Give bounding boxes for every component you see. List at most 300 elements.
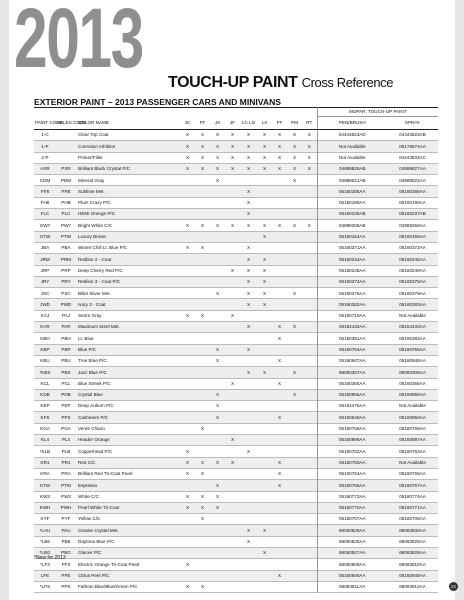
model-availability-cell	[302, 186, 317, 197]
paint-cross-reference-table	[34, 107, 438, 593]
color-name-cell: True Blue P/C	[78, 358, 107, 364]
table-row	[34, 525, 438, 536]
pen-brush-part-cell: 05160947AA	[338, 358, 366, 364]
model-availability-cell	[180, 276, 195, 287]
table-row	[34, 446, 438, 457]
spray-part-cell: 68093826AA	[399, 539, 426, 545]
table-row	[34, 141, 438, 152]
paint-table-container	[34, 107, 438, 593]
model-availability-cell	[287, 480, 302, 491]
model-availability-cell: X	[292, 154, 297, 160]
model-availability-cell	[287, 231, 302, 242]
paint-code-cell: FLC	[40, 211, 50, 217]
model-availability-cell: X	[292, 290, 297, 296]
model-availability-cell: X	[200, 143, 205, 149]
model-availability-cell	[272, 423, 287, 434]
sales-code-cell: PAR	[61, 324, 71, 330]
model-availability-cell	[257, 491, 272, 502]
model-availability-cell: X	[262, 550, 267, 556]
model-availability-cell: X	[292, 166, 297, 172]
color-name-cell: Red C/C	[78, 459, 96, 465]
model-availability-cell	[257, 435, 272, 446]
table-row	[34, 355, 438, 366]
table-row	[34, 209, 438, 220]
color-name-cell: Brilliant Red Tri-Coat Pearl	[78, 471, 133, 477]
model-availability-cell	[272, 547, 287, 558]
model-availability-cell	[272, 310, 287, 321]
spray-part-cell: 05160190AA	[399, 200, 426, 206]
column-header-model: FF	[272, 117, 287, 130]
pen-brush-part-cell: 68093829AA	[338, 527, 366, 533]
column-header-model: LX	[257, 117, 272, 130]
paint-code-cell: KCL	[40, 380, 50, 386]
model-availability-cell	[287, 468, 302, 479]
spray-part-cell: 05160383AA	[399, 301, 426, 307]
spray-part-cell: Not Available	[399, 403, 426, 409]
model-availability-cell: X	[246, 448, 251, 454]
model-availability-cell	[180, 197, 195, 208]
model-availability-cell	[272, 401, 287, 412]
paint-code-cell: KWH	[39, 505, 51, 511]
model-availability-cell	[180, 536, 195, 547]
model-availability-cell	[210, 581, 225, 592]
model-availability-cell	[180, 378, 195, 389]
model-availability-cell: X	[200, 459, 205, 465]
model-availability-cell: X	[292, 177, 297, 183]
model-availability-cell	[272, 175, 287, 186]
table-row	[34, 254, 438, 265]
model-availability-cell	[287, 209, 302, 220]
title-bold: TOUCH-UP PAINT	[168, 74, 298, 91]
model-availability-cell	[272, 514, 287, 525]
model-availability-cell	[210, 514, 225, 525]
model-availability-cell	[225, 536, 240, 547]
pen-brush-part-cell: 05160365AA	[338, 380, 366, 386]
model-availability-cell	[287, 276, 302, 287]
column-header-sales-code: SALES CODE	[56, 117, 76, 130]
model-availability-cell: X	[200, 584, 205, 590]
model-availability-cell: X	[185, 584, 190, 590]
paint-code-cell: GTW	[39, 234, 51, 240]
model-availability-cell: X	[215, 482, 220, 488]
model-availability-cell	[240, 547, 257, 558]
paint-code-cell: JWD	[40, 301, 50, 307]
color-name-cell: Daytona Blue P/C	[78, 539, 115, 545]
color-name-cell: Redline 2 - Coat	[78, 256, 112, 262]
model-availability-cell: X	[230, 132, 235, 138]
pen-brush-part-cell: 05160154AA	[338, 234, 366, 240]
model-availability-cell	[225, 322, 240, 333]
model-availability-cell	[302, 344, 317, 355]
model-availability-cell	[272, 288, 287, 299]
column-header-paint-code: PAINT CODE	[34, 117, 56, 130]
model-availability-cell	[225, 401, 240, 412]
model-availability-cell	[257, 378, 272, 389]
model-availability-cell: X	[185, 493, 190, 499]
model-availability-cell	[180, 299, 195, 310]
pen-brush-part-cell: 05160236AB	[338, 211, 366, 217]
column-header-model: LC LD	[240, 117, 257, 130]
model-availability-cell	[210, 299, 225, 310]
paint-code-cell: CDM	[39, 177, 51, 183]
table-row	[34, 186, 438, 197]
spray-part-cell: 05160366AA	[399, 380, 426, 386]
model-availability-cell: X	[185, 313, 190, 319]
model-availability-cell: X	[277, 335, 282, 341]
model-availability-cell	[180, 265, 195, 276]
model-availability-cell	[257, 536, 272, 547]
model-availability-cell: X	[277, 471, 282, 477]
pen-brush-part-cell: 06154475AA	[338, 403, 366, 409]
model-availability-cell	[240, 389, 257, 400]
model-availability-cell	[240, 231, 257, 242]
model-availability-cell	[287, 378, 302, 389]
spray-part-cell: 05160372AA	[399, 245, 426, 251]
model-availability-cell	[287, 355, 302, 366]
year-heading: 2013	[14, 0, 143, 85]
model-availability-cell	[272, 446, 287, 457]
table-row	[34, 163, 438, 174]
table-row	[34, 570, 438, 581]
model-availability-cell: X	[215, 290, 220, 296]
model-availability-cell	[195, 570, 210, 581]
color-name-cell: Cashmere P/C	[78, 414, 109, 420]
model-availability-cell: X	[246, 267, 251, 273]
model-availability-cell: X	[200, 426, 205, 432]
model-availability-cell	[225, 209, 240, 220]
pen-brush-part-cell: 05160758AA	[338, 426, 366, 432]
paint-code-cell: KW3	[40, 493, 50, 499]
model-availability-cell	[195, 367, 210, 378]
model-availability-cell	[180, 514, 195, 525]
model-availability-cell	[210, 570, 225, 581]
model-availability-cell	[302, 401, 317, 412]
table-row	[34, 276, 438, 287]
model-availability-cell	[240, 570, 257, 581]
model-availability-cell	[287, 547, 302, 558]
paint-code-cell: KGA	[40, 426, 50, 432]
model-availability-cell	[210, 322, 225, 333]
sales-code-cell: PBP	[61, 346, 71, 352]
model-availability-cell	[210, 559, 225, 570]
model-availability-cell	[195, 254, 210, 265]
model-availability-cell	[302, 412, 317, 423]
model-availability-cell	[225, 389, 240, 400]
model-availability-cell: X	[277, 154, 282, 160]
sales-code-cell: PFS	[61, 414, 71, 420]
model-availability-cell	[302, 254, 317, 265]
model-availability-cell	[180, 367, 195, 378]
sales-code-cell: PPS	[61, 584, 71, 590]
spray-part-cell: 68093308AA	[399, 369, 426, 375]
model-availability-cell	[302, 435, 317, 446]
table-row	[34, 435, 438, 446]
paint-code-cell: JRY	[40, 279, 50, 285]
model-availability-cell: X	[246, 369, 251, 375]
pen-brush-part-cell: 05160189AA	[338, 200, 366, 206]
pen-brush-part-cell: 68093811AA	[339, 584, 366, 590]
spray-part-cell: 05178874AA	[399, 143, 426, 149]
pen-brush-part-cell: 05160710AA	[338, 313, 366, 319]
model-availability-cell	[272, 367, 287, 378]
paint-code-cell: KBH	[40, 335, 50, 341]
column-header-model: PM	[287, 117, 302, 130]
paint-code-cell: KAJ	[40, 313, 50, 319]
model-availability-cell	[225, 559, 240, 570]
model-availability-cell	[287, 197, 302, 208]
pen-brush-part-cell: 05160382AA	[338, 301, 366, 307]
column-header-model: JS	[210, 117, 225, 130]
model-availability-cell: X	[302, 152, 317, 163]
model-availability-cell	[272, 344, 287, 355]
model-availability-cell	[210, 209, 225, 220]
spray-part-cell: 68093812AA	[399, 584, 426, 590]
model-availability-cell	[210, 333, 225, 344]
column-header-model: FF	[195, 117, 210, 130]
sales-code-cell: PRM	[60, 256, 72, 262]
model-availability-cell	[180, 435, 195, 446]
model-availability-cell: X	[262, 222, 267, 228]
model-availability-cell: X	[262, 256, 267, 262]
model-availability-cell: X	[302, 163, 317, 174]
sales-code-cell: PBA	[61, 245, 71, 251]
model-availability-cell: X	[246, 143, 251, 149]
model-availability-cell	[225, 412, 240, 423]
model-availability-cell: X	[262, 279, 267, 285]
model-availability-cell	[287, 525, 302, 536]
model-availability-cell: X	[246, 154, 251, 160]
spray-part-cell: 05160386AA	[399, 188, 426, 194]
sales-code-cell: PBU	[61, 358, 71, 364]
model-availability-cell	[180, 547, 195, 558]
model-availability-cell	[287, 581, 302, 592]
model-availability-cell	[272, 581, 287, 592]
paint-code-cell: JRP	[40, 267, 50, 273]
model-availability-cell	[272, 209, 287, 220]
model-availability-cell	[240, 559, 257, 570]
sales-code-cell: PAU	[61, 527, 71, 533]
model-availability-cell: X	[230, 459, 235, 465]
table-row	[34, 559, 438, 570]
model-availability-cell	[257, 389, 272, 400]
model-availability-cell	[302, 502, 317, 513]
model-availability-cell	[302, 265, 317, 276]
sales-code-cell: PFB	[61, 188, 71, 194]
model-availability-cell: X	[185, 471, 190, 477]
sales-code-cell: PWD	[60, 301, 72, 307]
model-availability-cell: X	[185, 166, 190, 172]
color-name-cell: Jazz Blue P/C	[78, 369, 107, 375]
model-availability-cell	[195, 389, 210, 400]
model-availability-cell	[225, 423, 240, 434]
paint-code-cell: KR1	[40, 459, 50, 465]
model-availability-cell	[225, 525, 240, 536]
model-availability-cell	[287, 423, 302, 434]
model-availability-cell: X	[246, 346, 251, 352]
spray-part-cell: 05160997AA	[399, 437, 426, 443]
color-name-cell: Luxury Brown	[78, 234, 107, 240]
model-availability-cell: X	[262, 132, 267, 138]
model-availability-cell	[257, 570, 272, 581]
model-availability-cell: X	[277, 414, 282, 420]
model-availability-cell: X	[185, 245, 190, 251]
model-availability-cell: X	[215, 358, 220, 364]
model-availability-cell	[287, 491, 302, 502]
model-availability-cell	[225, 514, 240, 525]
model-availability-cell: X	[277, 572, 282, 578]
model-availability-cell	[180, 333, 195, 344]
color-name-cell: Ivory 3 - Coat	[78, 301, 106, 307]
model-availability-cell	[287, 412, 302, 423]
model-availability-cell	[180, 231, 195, 242]
table-row	[34, 412, 438, 423]
model-availability-cell	[180, 209, 195, 220]
model-availability-cell	[257, 209, 272, 220]
paint-code-cell: 2-P	[41, 154, 49, 160]
model-availability-cell: X	[246, 200, 251, 206]
paint-code-cell: GW7	[39, 222, 51, 228]
model-availability-cell: X	[230, 313, 235, 319]
model-availability-cell	[195, 197, 210, 208]
model-availability-cell	[302, 197, 317, 208]
model-availability-cell	[257, 581, 272, 592]
sales-code-cell: PFE	[61, 572, 71, 578]
pen-brush-part-cell: 04443623AD	[338, 132, 366, 138]
paint-code-cell: FH8	[40, 200, 50, 206]
column-header-color-name: COLOR NAME	[76, 117, 180, 130]
model-availability-cell: X	[185, 132, 190, 138]
mopar-group-header: MOPAR, TOUCH-UP PAINT	[317, 108, 438, 117]
model-availability-cell	[210, 265, 225, 276]
sales-code-cell: PLB	[61, 448, 71, 454]
model-availability-cell: X	[200, 222, 205, 228]
sales-code-cell: PHB	[61, 200, 71, 206]
model-availability-cell: X	[185, 448, 190, 454]
paint-code-cell: JBA	[40, 245, 50, 251]
color-name-cell: Copperhead P/C	[78, 448, 113, 454]
model-availability-cell	[195, 355, 210, 366]
model-availability-cell	[210, 197, 225, 208]
sales-code-cell: PL4	[61, 437, 71, 443]
model-availability-cell	[225, 480, 240, 491]
pen-brush-part-cell: 05160371AA	[338, 245, 366, 251]
model-availability-cell	[180, 401, 195, 412]
model-availability-cell	[302, 547, 317, 558]
model-availability-cell	[240, 175, 257, 186]
model-availability-cell	[180, 423, 195, 434]
model-availability-cell	[272, 231, 287, 242]
table-row	[34, 378, 438, 389]
model-availability-cell	[195, 209, 210, 220]
model-availability-cell	[272, 491, 287, 502]
model-availability-cell: X	[185, 154, 190, 160]
sales-code-cell: PLC	[61, 211, 71, 217]
model-availability-cell	[225, 491, 240, 502]
model-availability-cell	[287, 559, 302, 570]
model-availability-cell: X	[262, 527, 267, 533]
model-availability-cell	[225, 288, 240, 299]
model-availability-cell: X	[292, 324, 297, 330]
color-name-cell: Fathom Blue/Blue/Green P/C	[78, 584, 138, 590]
model-availability-cell	[240, 581, 257, 592]
paint-code-cell: KAR	[40, 324, 50, 330]
model-availability-cell	[195, 288, 210, 299]
model-availability-cell	[287, 299, 302, 310]
pen-brush-part-cell: 05160762AA	[338, 448, 366, 454]
model-availability-cell	[257, 242, 272, 253]
pen-brush-part-cell: 68093809AA	[338, 561, 366, 567]
model-availability-cell	[210, 367, 225, 378]
model-availability-cell	[240, 333, 257, 344]
model-availability-cell	[302, 231, 317, 242]
model-availability-cell: X	[200, 471, 205, 477]
model-availability-cell: X	[230, 222, 235, 228]
sales-code-cell: PTM	[61, 482, 71, 488]
model-availability-cell: X	[277, 166, 282, 172]
model-availability-cell	[195, 344, 210, 355]
model-availability-cell	[302, 423, 317, 434]
spray-part-cell: 05160759AA	[399, 426, 426, 432]
table-row	[34, 333, 438, 344]
model-availability-cell: X	[215, 505, 220, 511]
model-availability-cell	[257, 480, 272, 491]
model-availability-cell: X	[277, 482, 282, 488]
paint-code-cell: *LB6	[40, 539, 50, 545]
model-availability-cell	[225, 254, 240, 265]
pen-brush-part-cell: 05160955AA	[338, 392, 366, 398]
column-header-pen-brush: PEN/BRUSH	[317, 117, 387, 130]
model-availability-cell: X	[230, 267, 235, 273]
model-availability-cell	[302, 299, 317, 310]
model-availability-cell	[210, 446, 225, 457]
model-availability-cell	[240, 310, 257, 321]
spray-part-cell: 68093830AA	[399, 527, 426, 533]
model-availability-cell	[287, 536, 302, 547]
table-row	[34, 581, 438, 592]
model-availability-cell	[195, 265, 210, 276]
model-availability-cell	[257, 559, 272, 570]
model-availability-cell: X	[185, 222, 190, 228]
model-availability-cell: X	[215, 154, 220, 160]
spray-part-cell: 05160155AA	[399, 234, 426, 240]
page-number: 22	[449, 582, 458, 591]
model-availability-cell	[272, 254, 287, 265]
color-name-cell: Plum Crazy P/C	[78, 200, 111, 206]
table-row	[34, 130, 438, 141]
model-availability-cell	[302, 355, 317, 366]
pen-brush-part-cell: 05160770AA	[338, 505, 366, 511]
spray-part-cell: Not Available	[399, 459, 426, 465]
model-availability-cell	[287, 502, 302, 513]
color-name-cell: Primer/Filler	[78, 154, 103, 160]
model-availability-cell: X	[215, 493, 220, 499]
color-name-cell: Bright White C/C	[78, 222, 113, 228]
model-availability-cell	[257, 355, 272, 366]
spray-part-cell: 05160950AA	[399, 414, 426, 420]
color-name-cell: Blue P/C	[78, 346, 97, 352]
model-availability-cell	[257, 446, 272, 457]
model-availability-cell	[210, 536, 225, 547]
title-rest: Cross Reference	[301, 75, 394, 90]
table-row	[34, 231, 438, 242]
model-availability-cell	[225, 186, 240, 197]
model-availability-cell: X	[200, 245, 205, 251]
model-availability-cell	[302, 242, 317, 253]
model-availability-cell	[195, 525, 210, 536]
sales-code-cell: PB6	[61, 539, 71, 545]
model-availability-cell: X	[215, 346, 220, 352]
model-availability-cell	[287, 254, 302, 265]
